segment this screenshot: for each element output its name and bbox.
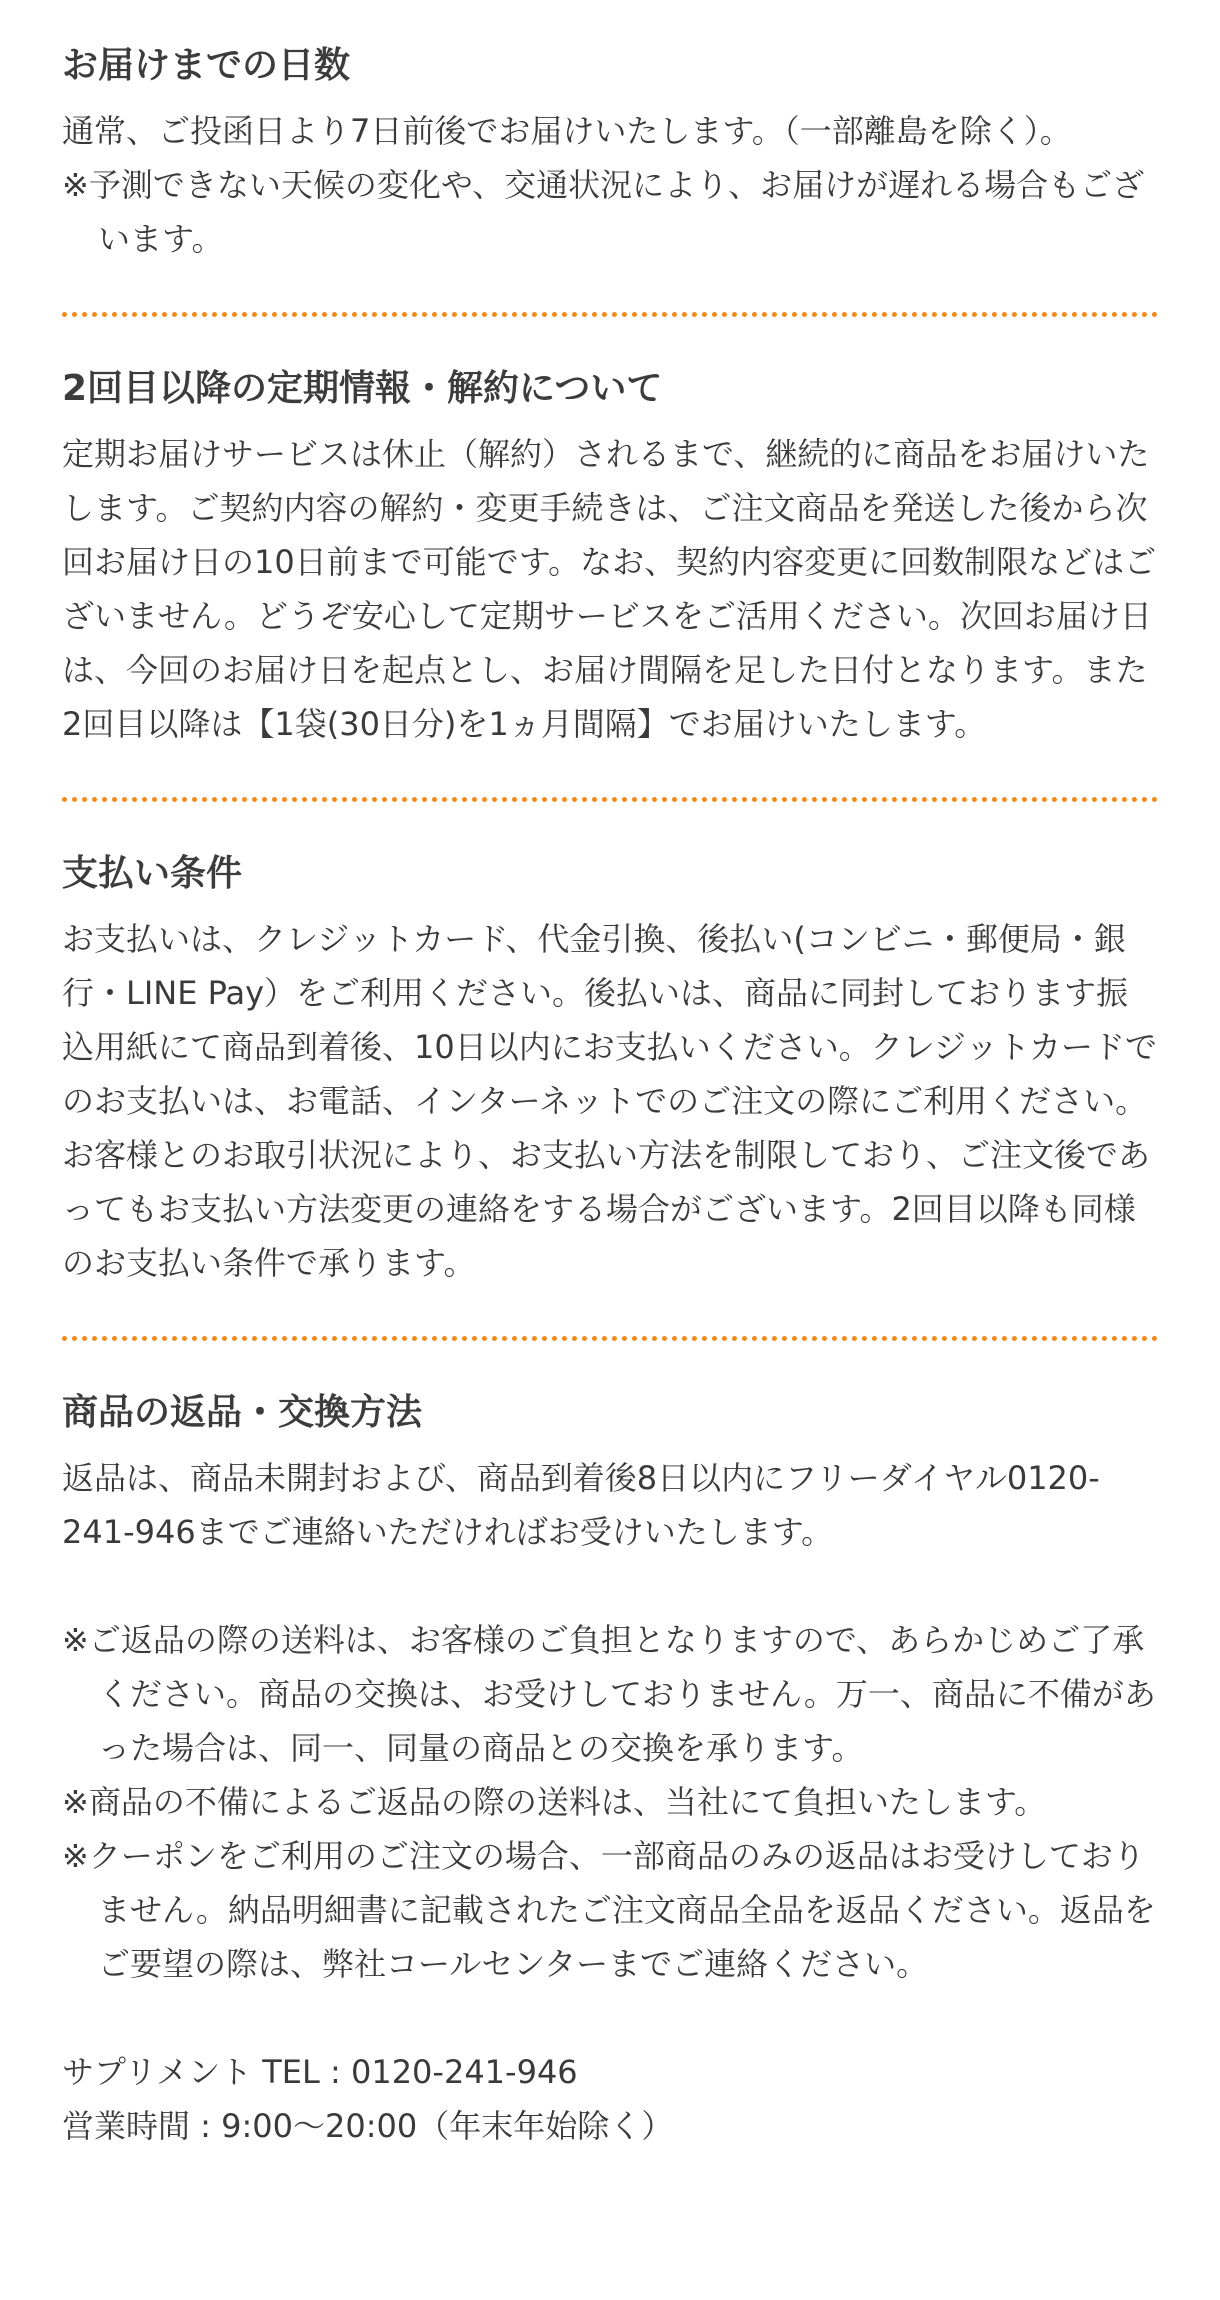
subscription-heading: 2回目以降の定期情報・解約について [62,368,663,409]
returns-note-shipping: ※ご返品の際の送料は、お客様のご負担となりますので、あらかじめご了承ください。商品の交換は、お受けしておりません。万一、商品に不備があった場合は、同一、同量の商品との交換を承ります。 [62,1621,1156,1767]
subscription-text: 定期お届けサービスは休止（解約）されるまで、継続的に商品をお届けいたします。ご契約内容の解約・変更手続きは、ご注文商品を発送した後から次回お届け日の10日前まで可能です。なお、契約内容変更に回数制限などはございません。どうぞ安心して定期サービスをご活用ください。次回お届け日は、今回のお届け日を起点とし、お届け間隔を足した日付となります。また2回目以降は【1袋(30日分)を1ヵ月間隔】でお届けいたします。 [62,435,1157,743]
section-divider [62,797,1158,802]
contact-tel: サプリメント TEL : 0120-241-946 [62,2053,578,2091]
returns-note-defect: ※商品の不備によるご返品の際の送料は、当社にて負担いたします。 [62,1783,1047,1821]
delivery-days-section [62,40,1158,266]
subscription-section [62,363,1158,751]
returns-text: 返品は、商品未開封および、商品到着後8日以内にフリーダイヤル0120-241-946までご連絡いただければお受けいたします。 [62,1459,1100,1551]
returns-section [62,1387,1158,2153]
contact-spacer [62,1991,1158,2045]
payment-heading: 支払い条件 [62,853,243,894]
delivery-days-text: 通常、ご投函日より7日前後でお届けいたします。（一部離島を除く）。 [62,112,1072,150]
returns-heading: 商品の返品・交換方法 [62,1392,423,1433]
payment-section [62,848,1158,1290]
section-divider [62,1336,1158,1341]
section-divider [62,312,1158,317]
payment-text: お支払いは、クレジットカード、代金引換、後払い(コンビニ・郵便局・銀行・LINE Pay）をご利用ください。後払いは、商品に同封しております振込用紙にて商品到着後、10日以内にお支払いください。クレジットカードでのお支払いは、お電話、インターネットでのご注文の際にご利用ください。お客様とのお取引状況により、お支払い方法を制限しており、ご注文後であってもお支払い方法変更の連絡をする場合がございます。2回目以降も同様のお支払い条件で承ります。 [62,920,1157,1282]
delivery-days-heading: お届けまでの日数 [62,45,351,86]
contact-hours: 営業時間 : 9:00～20:00（年末年始除く） [62,2107,674,2145]
returns-spacer [62,1559,1158,1613]
returns-note-coupon: ※クーポンをご利用のご注文の場合、一部商品のみの返品はお受けしておりません。納品明細書に記載されたご注文商品全品を返品ください。返品をご要望の際は、弊社コールセンターまでご連絡ください。 [62,1837,1156,1983]
delivery-days-note: ※予測できない天候の変化や、交通状況により、お届けが遅れる場合もございます。 [62,166,1145,258]
